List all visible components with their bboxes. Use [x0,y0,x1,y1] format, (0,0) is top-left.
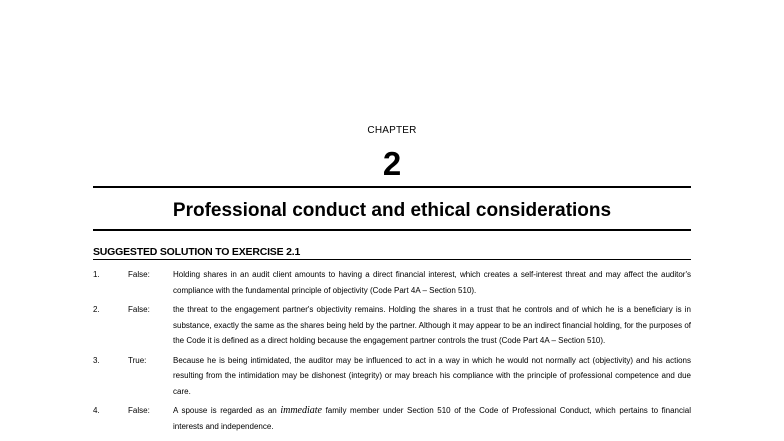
title-bottom-rule [93,229,691,231]
item-verdict: False: [128,305,150,314]
section-heading: SUGGESTED SOLUTION TO EXERCISE 2.1 [93,246,301,258]
solution-list [93,267,691,438]
item-text [173,403,691,434]
item-text: the threat to the engagement partner's objectivity remains. Holding the shares in a trust that he controls and of which he is a beneficiary is in substance, exactly the same as the shares being held by the partner. Although it may appear to be an indirect financial holding, for the purposes of the Code it is defined as a direct holding because the engagement partner controls the trust (Code Part 4A – Section 510). [173,305,691,345]
item-text: Holding shares in an audit client amounts to having a direct financial interest, which creates a self-interest threat and may affect the auditor's compliance with the fundamental principle of objectivity (Code Part 4A – Section 510). [173,270,691,295]
item-verdict: False: [128,406,150,415]
item-verdict: True: [128,355,147,365]
title-top-rule [93,186,691,188]
item-text-emphasis: immediate [280,405,322,416]
item-number: 3. [93,355,100,365]
item-text: Because he is being intimidated, the auditor may be influenced to act in a way in which he would not normally act (objectivity) and his actions resulting from the intimidation may be dishonest (integrity) or may breach his compliance with the principle of professional competence and due care. [173,355,691,396]
item-number: 2. [93,305,100,314]
list-item [93,267,691,298]
item-verdict: False: [128,270,150,279]
list-item [93,353,691,400]
item-text-after: family member under Section 510 of the Code of Professional Conduct, which pertains to financial interests and independence. [173,406,691,431]
item-text-before: A spouse is regarded as an [173,406,281,415]
list-item [93,302,691,349]
chapter-number: 2 [382,145,402,182]
item-number: 1. [93,270,100,279]
chapter-title: Professional conduct and ethical considerations [172,200,612,221]
list-item [93,403,691,434]
chapter-label: CHAPTER [367,125,417,136]
section-heading-underline [93,259,691,260]
item-number: 4. [93,406,100,415]
